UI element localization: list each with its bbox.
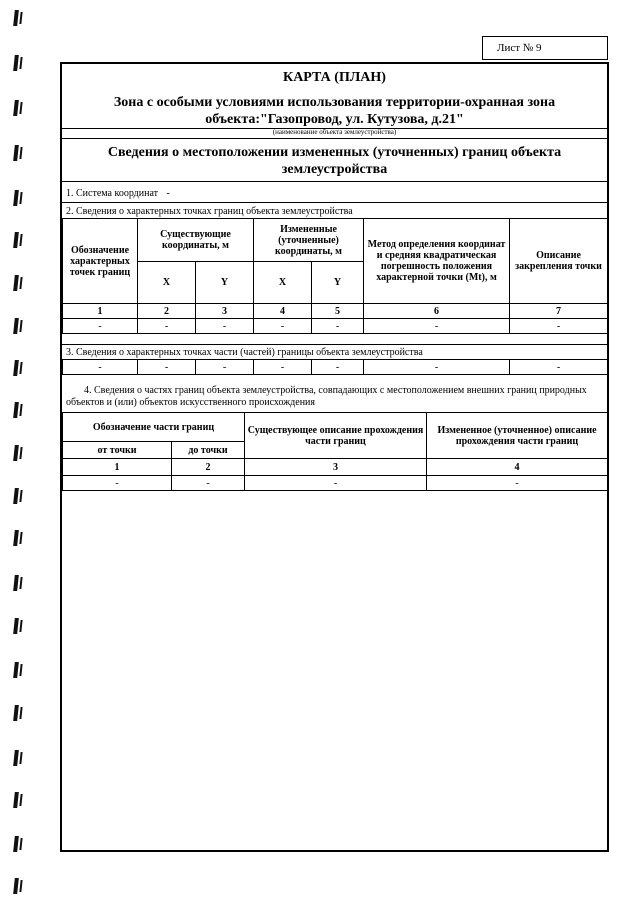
coordinate-system-label: 1. Система координат [66,188,159,199]
column-number: 6 [364,304,510,319]
column-number: 4 [427,459,608,476]
divider [62,202,607,203]
zone-title-line2: объекта:"Газопровод, ул. Кутузова, д.21" [205,112,464,127]
table-cell: - [312,319,364,334]
boundary-points-table [62,218,608,334]
col-existing-description: Существующее описание прохождения части границ [245,413,427,459]
col-from: от точки [63,442,172,459]
table-cell: - [196,319,254,334]
table-cell: - [138,319,196,334]
section-title-line1: Сведения о местоположении измененных (уточненных) границ объекта [107,145,562,160]
table-cell: - [245,476,427,491]
object-caption: (наименование объекта землеустройства) [272,128,397,136]
table-cell: - [196,360,254,375]
page-title: КАРТА (ПЛАН) [283,70,386,85]
item2-label: 2. Сведения о характерных точках границ объекта землеустройства [66,206,353,217]
column-number: 1 [63,304,138,319]
col-x: X [138,262,196,304]
col-changed-coords: Измененные (уточненные) координаты, м [254,219,364,262]
col-y: Y [312,262,364,304]
document-frame [60,62,609,852]
column-number: 7 [510,304,608,319]
col-part: Обозначение части границ [63,413,245,442]
col-x: X [254,262,312,304]
coordinate-system [66,188,170,199]
col-y: Y [196,262,254,304]
coordinate-system-value: - [166,188,170,199]
col-method: Метод определения координат и средняя квадратическая погрешность положения характерной точки (Mt), м [364,219,510,304]
divider [62,138,607,139]
divider [62,344,607,345]
table-cell: - [427,476,608,491]
table-cell: - [63,476,172,491]
table-cell: - [364,319,510,334]
section-title-line2: землеустройства [281,162,388,177]
col-description: Описание закрепления точки [510,219,608,304]
item3-label: 3. Сведения о характерных точках части (частей) границы объекта землеустройства [66,347,423,358]
sheet-number: Лист № 9 [482,36,608,60]
binding-holes [14,0,24,905]
col-changed-description: Измененное (уточненное) описание прохождения части границ [427,413,608,459]
part-points-table [62,359,608,375]
column-number: 4 [254,304,312,319]
column-number: 3 [245,459,427,476]
section-title [62,144,607,178]
table-cell: - [510,360,608,375]
table-cell: - [254,319,312,334]
table-cell: - [254,360,312,375]
column-number: 3 [196,304,254,319]
item4-label: 4. Сведения о частях границ объекта землеустройства, совпадающих с местоположением внешних границ природных объектов и (или) объектов искусственного происхождения [66,385,587,408]
table-cell: - [364,360,510,375]
divider [62,181,607,182]
table-cell: - [312,360,364,375]
table-row [63,476,608,491]
table-row [63,319,608,334]
table-cell: - [172,476,245,491]
table-row [63,459,608,476]
col-to: до точки [172,442,245,459]
table-row [63,304,608,319]
column-number: 1 [63,459,172,476]
table-cell: - [63,360,138,375]
table-row [63,360,608,375]
column-number: 2 [138,304,196,319]
table-cell: - [510,319,608,334]
boundary-parts-table [62,412,608,491]
col-existing-coords: Существующие координаты, м [138,219,254,262]
column-number: 5 [312,304,364,319]
column-number: 2 [172,459,245,476]
table-cell: - [138,360,196,375]
col-designation: Обозначение характерных точек границ [63,219,138,304]
table-cell: - [63,319,138,334]
zone-title [82,94,587,128]
zone-title-line1: Зона с особыми условиями использования территории-охранная зона [113,95,556,110]
